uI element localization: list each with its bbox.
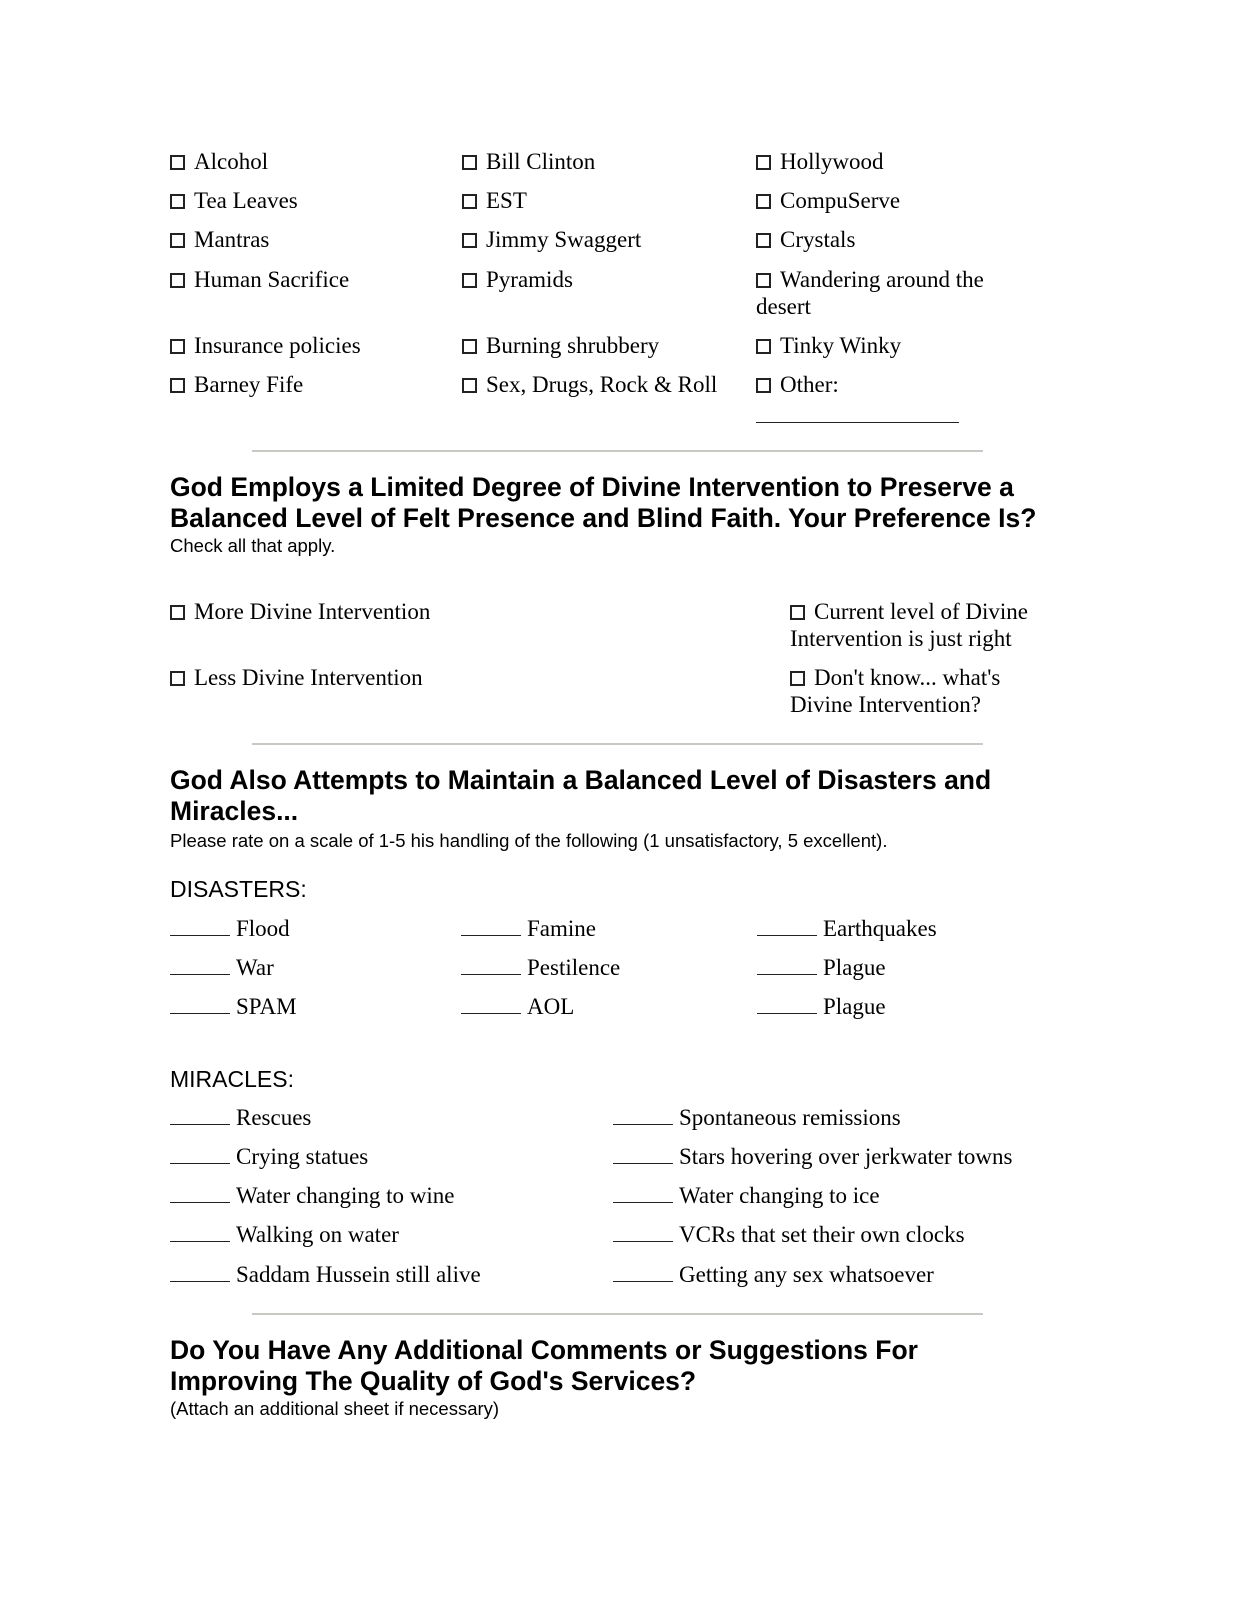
checkbox[interactable]	[756, 233, 771, 248]
rating-blank[interactable]	[757, 954, 817, 975]
rating-blank[interactable]	[613, 1182, 673, 1203]
checkbox-item[interactable]: Alcohol	[170, 148, 268, 175]
rating-item[interactable]: Plague	[757, 954, 886, 981]
rating-item[interactable]: Getting any sex whatsoever	[613, 1261, 934, 1288]
checkbox[interactable]	[462, 378, 477, 393]
disasters-label: DISASTERS:	[170, 876, 307, 902]
rating-blank[interactable]	[613, 1261, 673, 1282]
rating-item[interactable]: Water changing to wine	[170, 1182, 455, 1209]
option-more-intervention[interactable]: More Divine Intervention	[170, 598, 430, 625]
checkbox[interactable]	[756, 155, 771, 170]
option-dont-know[interactable]: Don't know... what's Divine Intervention?	[790, 665, 1001, 717]
rating-blank[interactable]	[757, 915, 817, 936]
checkbox[interactable]	[462, 339, 477, 354]
checkbox[interactable]	[756, 273, 771, 288]
checkbox-item[interactable]: EST	[462, 187, 527, 214]
rating-blank[interactable]	[613, 1221, 673, 1242]
checkbox-item[interactable]: Human Sacrifice	[170, 266, 349, 293]
divine-intervention-section	[170, 472, 1050, 557]
rating-item[interactable]: Earthquakes	[757, 915, 937, 942]
rating-item[interactable]: Stars hovering over jerkwater towns	[613, 1143, 1012, 1170]
disasters-miracles-section	[170, 765, 1050, 852]
checkbox[interactable]	[756, 194, 771, 209]
checkbox-item[interactable]: Jimmy Swaggert	[462, 226, 641, 253]
checkbox-item[interactable]: Wandering around the desert	[756, 267, 984, 319]
rating-blank[interactable]	[170, 1104, 230, 1125]
checkbox-item[interactable]: Crystals	[756, 226, 855, 253]
rating-item[interactable]: War	[170, 954, 274, 981]
checkbox-item[interactable]: Pyramids	[462, 266, 573, 293]
rating-blank[interactable]	[461, 993, 521, 1014]
section-instruction: Please rate on a scale of 1-5 his handling of the following (1 unsatisfactory, 5 excellent).	[170, 830, 888, 851]
rating-blank[interactable]	[613, 1104, 673, 1125]
checkbox-item[interactable]: Tinky Winky	[756, 332, 901, 359]
checkbox[interactable]	[790, 671, 805, 686]
rating-item[interactable]: Crying statues	[170, 1143, 368, 1170]
section-instruction: (Attach an additional sheet if necessary)	[170, 1398, 500, 1419]
rating-blank[interactable]	[170, 1182, 230, 1203]
section-divider	[252, 743, 983, 745]
section-instruction: Check all that apply.	[170, 535, 336, 556]
rating-item[interactable]: Pestilence	[461, 954, 620, 981]
option-less-intervention[interactable]: Less Divine Intervention	[170, 664, 423, 691]
section-heading: God Employs a Limited Degree of Divine Intervention to Preserve a Balanced Level of Felt Presence and Blind Faith. Your Preference Is?	[170, 472, 1037, 533]
checkbox-item[interactable]: Barney Fife	[170, 371, 303, 398]
checkbox[interactable]	[790, 605, 805, 620]
rating-blank[interactable]	[613, 1143, 673, 1164]
rating-item[interactable]: Water changing to ice	[613, 1182, 880, 1209]
rating-item[interactable]: VCRs that set their own clocks	[613, 1221, 965, 1248]
option-current-level-right[interactable]: Current level of Divine Intervention is just right	[790, 599, 1028, 651]
miracles-label: MIRACLES:	[170, 1066, 294, 1092]
rating-blank[interactable]	[170, 1143, 230, 1164]
rating-blank[interactable]	[461, 915, 521, 936]
checkbox[interactable]	[170, 378, 185, 393]
section-divider	[252, 450, 983, 452]
rating-item[interactable]: Flood	[170, 915, 290, 942]
checkbox[interactable]	[170, 233, 185, 248]
checkbox-item[interactable]: Burning shrubbery	[462, 332, 659, 359]
rating-blank[interactable]	[170, 993, 230, 1014]
rating-item[interactable]: Spontaneous remissions	[613, 1104, 901, 1131]
rating-blank[interactable]	[170, 1221, 230, 1242]
rating-item[interactable]: SPAM	[170, 993, 297, 1020]
checkbox-item[interactable]: Sex, Drugs, Rock & Roll	[462, 371, 717, 398]
checkbox-item-other[interactable]: Other:	[756, 371, 839, 398]
checkbox[interactable]	[170, 339, 185, 354]
checkbox[interactable]	[462, 155, 477, 170]
section-heading: Do You Have Any Additional Comments or Suggestions For Improving The Quality of God's Services?	[170, 1335, 918, 1396]
checkbox[interactable]	[170, 273, 185, 288]
rating-item[interactable]: Rescues	[170, 1104, 311, 1131]
checkbox-item[interactable]: Insurance policies	[170, 332, 361, 359]
checkbox-item[interactable]: CompuServe	[756, 187, 900, 214]
checkbox-item[interactable]: Tea Leaves	[170, 187, 298, 214]
checkbox-item[interactable]: Bill Clinton	[462, 148, 595, 175]
section-heading: God Also Attempts to Maintain a Balanced Level of Disasters and Miracles...	[170, 765, 992, 826]
checkbox[interactable]	[462, 233, 477, 248]
rating-item[interactable]: Plague	[757, 993, 886, 1020]
checkbox[interactable]	[756, 378, 771, 393]
rating-blank[interactable]	[170, 915, 230, 936]
checkbox-item[interactable]: Hollywood	[756, 148, 884, 175]
rating-blank[interactable]	[461, 954, 521, 975]
rating-item[interactable]: AOL	[461, 993, 574, 1020]
checkbox-item[interactable]: Mantras	[170, 226, 269, 253]
rating-blank[interactable]	[170, 954, 230, 975]
checkbox[interactable]	[756, 339, 771, 354]
section-divider	[252, 1313, 983, 1315]
rating-item[interactable]: Walking on water	[170, 1221, 399, 1248]
checkbox[interactable]	[170, 671, 185, 686]
rating-item[interactable]: Famine	[461, 915, 596, 942]
rating-blank[interactable]	[757, 993, 817, 1014]
other-text-field[interactable]	[756, 400, 959, 423]
rating-item[interactable]: Saddam Hussein still alive	[170, 1261, 481, 1288]
rating-blank[interactable]	[170, 1261, 230, 1282]
comments-section	[170, 1335, 1050, 1420]
checkbox[interactable]	[462, 194, 477, 209]
checkbox[interactable]	[462, 273, 477, 288]
checkbox[interactable]	[170, 155, 185, 170]
checkbox[interactable]	[170, 605, 185, 620]
checkbox[interactable]	[170, 194, 185, 209]
